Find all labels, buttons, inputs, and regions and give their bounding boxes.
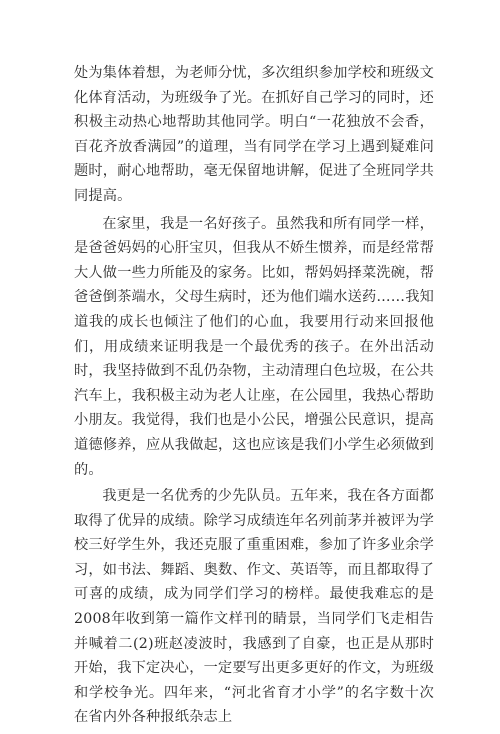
paragraph-3: 我更是一名优秀的少先队员。五年来，我在各方面都取得了优异的成绩。除学习成绩连年名列前茅并被评为学校三好学生外，我还克服了重重困难，参加了许多业余学习，如书法、舞蹈、奥数、作文、英语等，而且都取得了可喜的成绩，成为同学们学习的榜样。最使我难忘的是2008年收到第一篇作文样刊的睛景，当同学们飞走相告并喊着二(2)班赵凌波时，我感到了自豪，也正是从那时开始，我下定决心，一定要写出更多更好的作文，为班级和学校争光。四年来，“河北省育才小学”的名字数十次在省内外各种报纸杂志上 xyxy=(74,488,434,726)
paragraph-1: 处为集体着想，为老师分忧，多次组织参加学校和班级文化体育活动，为班级争了光。在抓好自己学习的同时，还积极主动热心地帮助其他同学。明白“一花独放不会香，百花齐放香满园”的道理，当有同学在学习上遇到疑难问题时，耐心地帮助，毫无保留地讲解，促进了全班同学共同提高。 xyxy=(74,65,434,204)
document-body xyxy=(74,61,434,734)
paragraph-2: 在家里，我是一名好孩子。虽然我和所有同学一样，是爸爸妈妈的心肝宝贝，但我从不娇生惯养，而是经常帮大人做一些力所能及的家务。比如，帮妈妈择菜洗碗，帮爸爸倒茶端水，父母生病时，还为他们端水送药……我知道我的成长也倾注了他们的心血，我要用行动来回报他们，用成绩来证明我是一个最优秀的孩子。在外出活动时，我坚持做到不乱仍杂物，主动清理白色垃圾，在公共汽车上，我积极主动为老人让座，在公园里，我热心帮助小朋友。我觉得，我们也是小公民，增强公民意识，提高道德修养，应从我做起，这也应该是我们小学生必须做到的。 xyxy=(74,215,434,478)
